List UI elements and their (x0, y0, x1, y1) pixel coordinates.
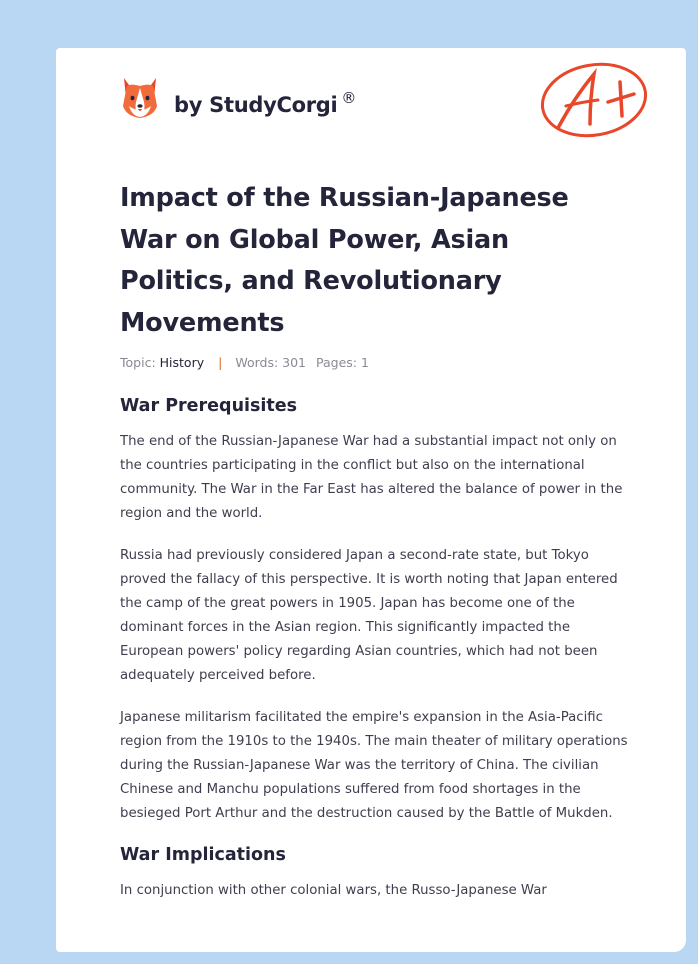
document-card (56, 48, 686, 952)
meta-separator: | (218, 355, 223, 370)
paragraph: Japanese militarism facilitated the empire's expansion in the Asia-Pacific region from the 1910s to the 1940s. The main theater of military operations during the Russian-Japanese War was the territory of China. The civilian Chinese and Manchu populations suffered from food shortages in the besieged Port Arthur and the destruction caused by the Battle of Mukden. (120, 710, 628, 821)
section-heading: War Implications (120, 845, 286, 865)
corgi-icon (120, 76, 160, 120)
article (120, 178, 630, 903)
paragraph: Russia had previously considered Japan a second-rate state, but Tokyo proved the fallacy of this perspective. It is worth noting that Japan entered the camp of the great powers in 1905. Japan has become one of the dominant forces in the Asian region. This significantly impacted the European powers' policy regarding Asian countries, which had not been adequately perceived before. (120, 548, 618, 683)
words-value: 301 (282, 355, 307, 370)
studycorgi-logo[interactable] (120, 76, 356, 120)
paragraph: The end of the Russian-Japanese War had a substantial impact not only on the countries participating in the conflict but also on the international community. The War in the Far East has altered the balance of power in the region and the world. (120, 434, 623, 521)
brand-name (174, 89, 356, 117)
article-meta (120, 355, 630, 373)
section-heading: War Prerequisites (120, 396, 298, 416)
pages-value: 1 (360, 355, 369, 370)
topic-label: Topic: (120, 355, 156, 370)
a-plus-grade-icon (538, 58, 650, 146)
pages-label: Pages: (316, 355, 357, 370)
registered-mark: ® (341, 89, 357, 107)
brand-text: by StudyCorgi (174, 93, 338, 117)
article-title: Impact of the Russian-Japanese War on Global Power, Asian Politics, and Revolutionary Movements (120, 183, 569, 338)
topic-link[interactable]: History (159, 355, 205, 370)
paragraph: In conjunction with other colonial wars, the Russo-Japanese War (120, 883, 547, 898)
words-label: Words: (235, 355, 279, 370)
header (56, 48, 686, 168)
